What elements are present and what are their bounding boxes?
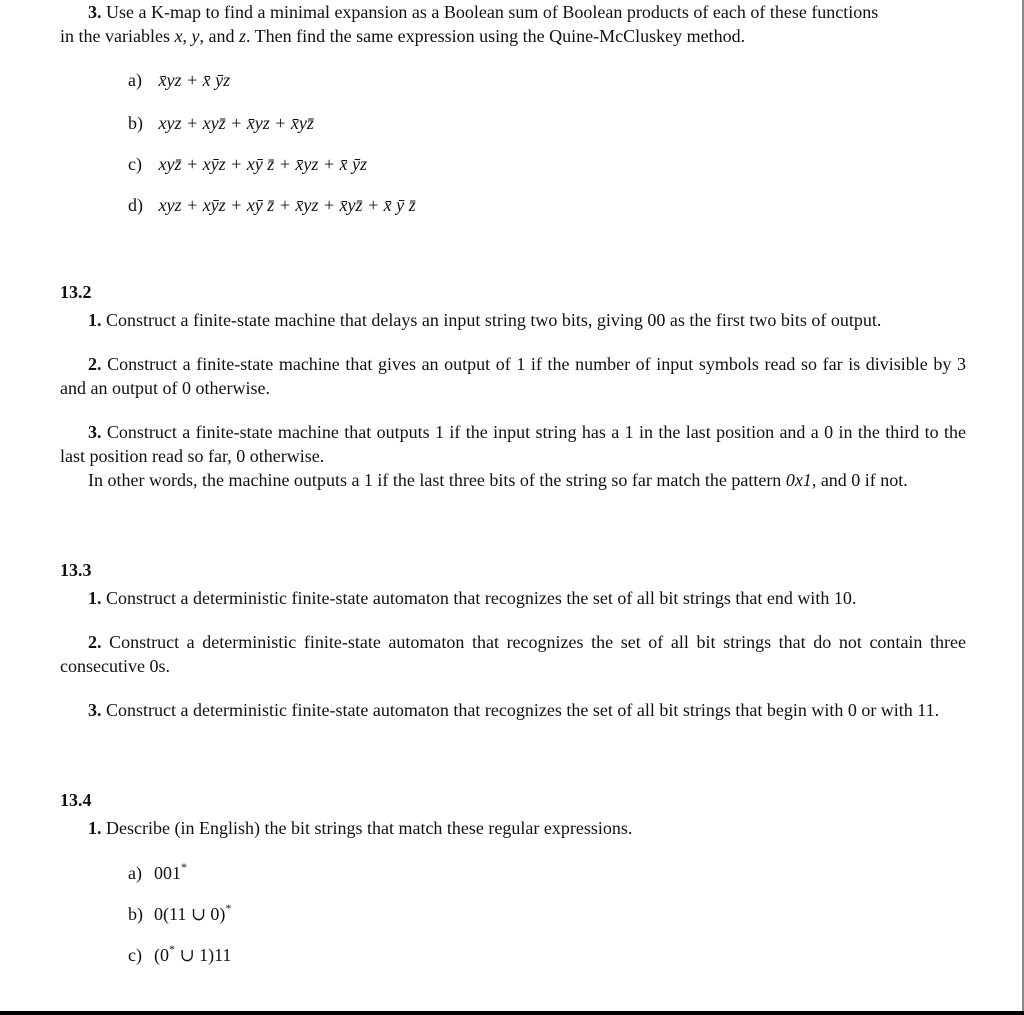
s132-question-3 [60,420,966,468]
question-text: Construct a finite-state machine that delays an input string two bits, giving 00 as the first two bits of output. [101,310,882,330]
kmap-item-a [128,68,230,92]
item-label: b) [128,904,143,924]
s133-question-2 [60,630,966,678]
question-text: Construct a finite-state machine that outputs 1 if the input string has a 1 in the last position and a 0 in the third to the last position read so far, 0 otherwise. [60,422,966,466]
section-heading-13-2: 13.2 [60,282,92,302]
bottom-border [0,1011,1024,1015]
sep: , [182,26,192,46]
kmap-item-c [128,152,367,176]
question-number: 1. [88,588,102,608]
question-text-end: . Then find the same expression using the Quine-McCluskey method. [245,26,746,46]
question-number: 3. [88,422,102,442]
question-number: 3. [88,2,102,22]
kmap-question [60,0,966,48]
var-z: z [238,26,246,46]
regex-item-c [128,943,231,969]
section-heading-13-4: 13.4 [60,790,92,810]
question-text: Construct a deterministic finite-state automaton that recognizes the set of all bit strings that begin with 0 or with 11. [101,700,940,720]
regex-item-b [128,902,231,928]
regex-star: * [169,942,175,956]
question-text: Construct a deterministic finite-state automaton that recognizes the set of all bit strings that end with 10. [101,588,857,608]
var-x: x [174,26,183,46]
pattern-text: 0x1 [785,470,812,490]
var-y: y [191,26,200,46]
boolean-expression: xyz + xyz̄ + x̄yz + x̄yz̄ [158,113,314,133]
regex-star: * [181,860,187,874]
regex-star: * [225,901,232,915]
regex-base: 001 [154,863,181,883]
boolean-expression: x̄yz + x̄ ȳz [158,70,231,90]
kmap-item-b [128,111,314,135]
regex-base: 0(11 ∪ 0) [154,904,226,924]
s132-question-2 [60,352,966,400]
question-text: Describe (in English) the bit strings that match these regular expressions. [101,818,633,838]
boolean-expression: xyz̄ + xȳz + xȳ z̄ + x̄yz + x̄ ȳz [158,154,368,174]
question-text: Construct a deterministic finite-state automaton that recognizes the set of all bit strings that do not contain three consecutive 0s. [60,632,966,676]
regex-base: (0 [154,945,169,965]
question-number: 1. [88,818,102,838]
question-text: Use a K-map to find a minimal expansion as a Boolean sum of Boolean products of each of these functions [101,2,879,22]
question-number: 2. [88,632,102,652]
s133-question-3 [60,698,966,722]
note-text-end: , and 0 if not. [811,470,908,490]
s132-question-1 [60,308,966,332]
sep: , and [199,26,239,46]
item-label: a) [128,70,142,90]
note-text: In other words, the machine outputs a 1 if the last three bits of the string so far match the pattern [88,470,786,490]
s132-question-3-note [60,468,966,492]
item-label: d) [128,195,143,215]
question-number: 1. [88,310,102,330]
question-text: Construct a finite-state machine that gives an output of 1 if the number of input symbols read so far is divisible by 3 and an output of 0 otherwise. [60,354,966,398]
item-label: b) [128,113,143,133]
regex-item-a [128,861,187,887]
item-label: c) [128,945,142,965]
regex-tail: ∪ 1)11 [175,945,232,965]
kmap-item-d [128,193,416,217]
s133-question-1 [60,586,966,610]
item-label: a) [128,863,142,883]
s134-question-1 [60,816,966,840]
question-text-cont: in the variables [60,26,175,46]
question-number: 3. [88,700,102,720]
section-heading-13-3: 13.3 [60,560,92,580]
item-label: c) [128,154,142,174]
boolean-expression: xyz + xȳz + xȳ z̄ + x̄yz + x̄yz̄ + x̄ ȳ z̄ [158,195,416,215]
question-number: 2. [88,354,102,374]
